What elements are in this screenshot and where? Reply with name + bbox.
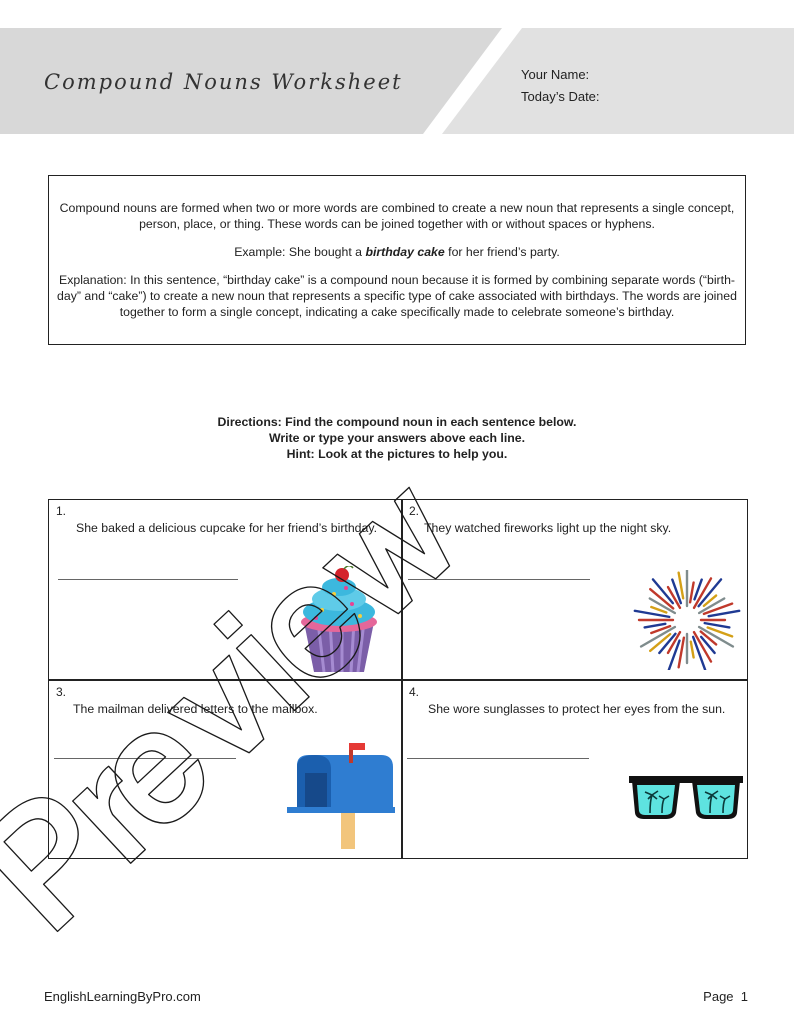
explanation-text: Explanation: In this sentence, “birthday cake” is a compound noun because it is formed by combining separate words (“birth-day” and “cake”) to create a new noun that represents a specific type of cake associated with birthdays. The words are joined together to form a single concept, indicating a cake specifically made to celebrate someone’s birthday. xyxy=(57,273,737,319)
directions-line-1: Directions: Find the compound noun in each sentence below. xyxy=(217,415,577,429)
your-name-label: Your Name: xyxy=(521,67,590,82)
question-sentence: She wore sunglasses to protect her eyes from the sun. xyxy=(428,702,726,716)
question-sentence: They watched fireworks light up the night sky. xyxy=(424,521,672,535)
question-sentence: The mailman delivered letters to the mailbox. xyxy=(73,702,318,716)
fireworks-image xyxy=(632,570,742,670)
firework-spark xyxy=(691,642,694,658)
example-suffix: for her friend’s party. xyxy=(444,245,560,259)
directions-line-3: Hint: Look at the pictures to help you. xyxy=(286,447,508,461)
footer-page-number: Page 1 xyxy=(703,989,748,1004)
question-number: 1. xyxy=(56,504,67,518)
directions-line-2: Write or type your answers above each line. xyxy=(268,431,526,445)
question-cell-1 xyxy=(49,500,399,678)
example-highlight: birthday cake xyxy=(365,245,445,259)
answer-line-3[interactable] xyxy=(54,758,236,759)
intro-box xyxy=(48,175,746,345)
question-number: 4. xyxy=(409,685,420,699)
answer-line-1[interactable] xyxy=(58,579,238,580)
header-banner xyxy=(0,0,794,134)
worksheet-title: Compound Nouns Worksheet xyxy=(44,70,403,94)
question-cell-3 xyxy=(49,681,399,859)
answer-line-4[interactable] xyxy=(407,758,589,759)
example-prefix: Example: She bought a xyxy=(234,245,366,259)
directions xyxy=(150,414,644,462)
question-number: 3. xyxy=(56,685,67,699)
answer-line-2[interactable] xyxy=(408,579,590,580)
firework-spark xyxy=(679,573,684,599)
firework-spark xyxy=(701,637,714,653)
firework-spark xyxy=(645,624,666,628)
example-text xyxy=(55,244,739,260)
mailbox-image xyxy=(285,743,397,853)
footer-site: EnglishLearningByPro.com xyxy=(44,989,201,1004)
question-cell-4 xyxy=(402,681,752,859)
question-sentence: She baked a delicious cupcake for her friend’s birthday. xyxy=(76,521,377,535)
firework-spark xyxy=(690,583,693,603)
cupcake-image xyxy=(296,566,382,676)
todays-date-label: Today’s Date: xyxy=(521,89,600,104)
question-number: 2. xyxy=(409,504,420,518)
definition-text: Compound nouns are formed when two or more words are combined to create a new noun that represents a single concept, person, place, or thing. These words can be joined together with or without spaces or hyphens. xyxy=(59,201,735,231)
question-cell-2 xyxy=(402,500,752,678)
sunglasses-image xyxy=(628,775,744,821)
question-grid xyxy=(48,499,748,859)
